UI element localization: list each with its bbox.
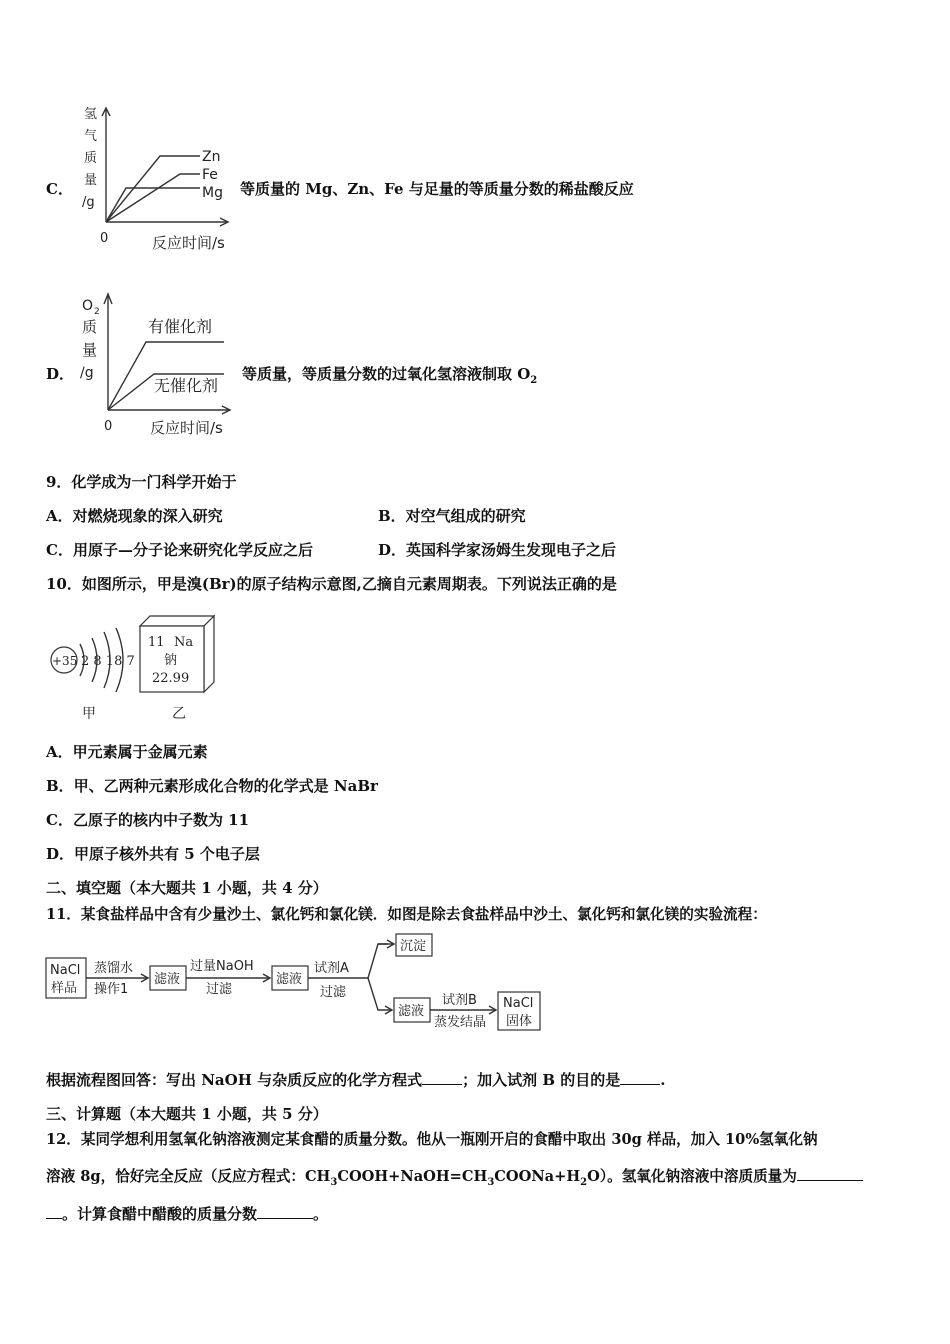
q10-stem: 10．如图所示，甲是溴(Br)的原子结构示意图,乙摘自元素周期表。下列说法正确的是 (46, 575, 617, 593)
series-label-fe: Fe (202, 167, 218, 183)
q11-end: . (660, 1071, 666, 1089)
y-axis-label (80, 298, 100, 381)
series-label-zn: Zn (202, 149, 221, 165)
flow-product-l2: 固体 (506, 1014, 533, 1029)
atom-label: 甲 (82, 706, 96, 722)
q10-option-b: B．甲、乙两种元素形成化合物的化学式是 NaBr (46, 777, 378, 795)
flow-step4-top: 试剂B (442, 993, 477, 1008)
element-name: 钠 (164, 653, 178, 668)
flow-sample-l1: NaCl (50, 963, 81, 978)
element-box-top (140, 616, 214, 626)
q10-figure (44, 614, 224, 726)
q9-option-a: A．对燃烧现象的深入研究 (46, 507, 223, 525)
ylabel-char-1: 质 (82, 318, 98, 336)
flow-branch-down (368, 978, 392, 1010)
option-d-text-sub: 2 (530, 375, 538, 386)
element-label: 乙 (172, 706, 186, 722)
ylabel-char-3: 质 (84, 151, 98, 166)
ylabel-o: O (82, 298, 94, 314)
q11-flowchart (44, 932, 554, 1038)
ylabel-o-sub: 2 (94, 307, 100, 317)
q10-option-c: C．乙原子的核内中子数为 11 (46, 811, 250, 829)
q12-sub-3: 2 (580, 1176, 588, 1188)
ylabel-char-3: /g (80, 365, 94, 381)
q12-line2-d: O）。氢氧化钠溶液中溶质质量为 (587, 1168, 797, 1185)
flow-product-l1: NaCl (503, 996, 534, 1011)
origin-label: 0 (100, 231, 109, 246)
nucleus-charge: +35 (52, 654, 78, 668)
q12-line3-b: 。 (313, 1205, 329, 1223)
flow-step4-bottom: 蒸发结晶 (434, 1015, 487, 1030)
answer-blank-equation[interactable] (422, 1070, 462, 1085)
y-axis-label (82, 107, 97, 210)
option-c-letter: C． (46, 180, 73, 198)
q12-line1: 12．某同学想利用氢氧化钠溶液测定某食醋的质量分数。他从一瓶刚开启的食醋中取出 30g 样品，加入 10%氢氧化钠 (46, 1131, 818, 1148)
q8-chart-c (70, 100, 240, 260)
q12-line3 (46, 1203, 328, 1224)
q8-chart-d (74, 290, 244, 440)
flow-step2-top: 过量NaOH (190, 959, 254, 974)
element-box-side (204, 616, 214, 692)
answer-blank-solute-mass[interactable] (797, 1166, 863, 1181)
q12-sub-2: 3 (487, 1176, 495, 1188)
flow-step3-top: 试剂A (314, 961, 349, 976)
q12-line2-a: 溶液 8g，恰好完全反应（反应方程式：CH (46, 1168, 331, 1185)
option-d-text-main: 等质量，等质量分数的过氧化氢溶液制取 O (242, 365, 531, 383)
flow-precipitate: 沉淀 (400, 939, 427, 954)
answer-blank-acetic-acid[interactable] (257, 1204, 313, 1219)
answer-blank-solute-mass-cont[interactable] (46, 1204, 62, 1219)
option-d-text (242, 363, 537, 386)
flow-step2-bottom: 过滤 (206, 982, 233, 997)
option-c-text: 等质量的 Mg、Zn、Fe 与足量的等质量分数的稀盐酸反应 (240, 180, 634, 198)
ylabel-char-4: 量 (84, 173, 98, 188)
q12-line3-a: 。计算食醋中醋酸的质量分数 (62, 1205, 258, 1223)
flow-filtrate-1: 滤液 (154, 972, 181, 987)
ylabel-char-2: 气 (84, 129, 98, 144)
answer-blank-reagent-b[interactable] (620, 1070, 660, 1085)
x-axis-label: 反应时间/s (150, 419, 223, 437)
element-number: 11 (148, 635, 165, 650)
q11-question (46, 1069, 665, 1090)
ylabel-char-1: 氢 (84, 107, 98, 122)
q9-option-c: C．用原子—分子论来研究化学反应之后 (46, 541, 313, 559)
origin-label: 0 (104, 419, 113, 434)
ylabel-char-5: /g (82, 195, 95, 210)
section2-heading: 二、填空题（本大题共 1 小题，共 4 分） (46, 879, 328, 897)
series-label-no-catalyst: 无催化剂 (154, 376, 219, 395)
flow-filtrate-3: 滤液 (398, 1004, 425, 1019)
q11-part2: ；加入试剂 B 的目的是 (462, 1071, 621, 1089)
q11-stem: 11．某食盐样品中含有少量沙土、氯化钙和氯化镁．如图是除去食盐样品中沙土、氯化钙和氯化镁的实验流程： (46, 906, 767, 923)
ylabel-char-2: 量 (82, 341, 98, 359)
option-d-letter: D． (46, 365, 75, 383)
element-mass: 22.99 (152, 671, 190, 686)
flow-sample-l2: 样品 (51, 981, 78, 996)
series-label-catalyst: 有催化剂 (148, 317, 213, 336)
q9-option-b: B．对空气组成的研究 (378, 507, 526, 525)
shell-electrons: 2 8 18 7 (81, 654, 135, 669)
x-axis-label: 反应时间/s (152, 234, 225, 252)
flow-branch-up (368, 944, 388, 978)
q12-line2-c: COONa+H (494, 1168, 581, 1185)
q9-option-d: D．英国科学家汤姆生发现电子之后 (378, 541, 617, 559)
q12-line2-b: COOH+NaOH=CH (337, 1168, 488, 1185)
flow-step3-bottom: 过滤 (320, 985, 347, 1000)
series-label-mg: Mg (202, 185, 223, 201)
q11-part1: 根据流程图回答：写出 NaOH 与杂质反应的化学方程式 (46, 1071, 423, 1089)
q12-line2 (46, 1165, 863, 1188)
flow-filtrate-2: 滤液 (276, 972, 303, 987)
q10-option-d: D．甲原子核外共有 5 个电子层 (46, 845, 260, 863)
q10-option-a: A．甲元素属于金属元素 (46, 743, 208, 761)
element-symbol: Na (174, 635, 194, 650)
flow-step1-bottom: 操作1 (94, 982, 129, 997)
q12-sub-1: 3 (330, 1176, 338, 1188)
section3-heading: 三、计算题（本大题共 1 小题，共 5 分） (46, 1105, 328, 1123)
flow-step1-top: 蒸馏水 (94, 961, 134, 976)
q9-stem: 9．化学成为一门科学开始于 (46, 473, 237, 491)
